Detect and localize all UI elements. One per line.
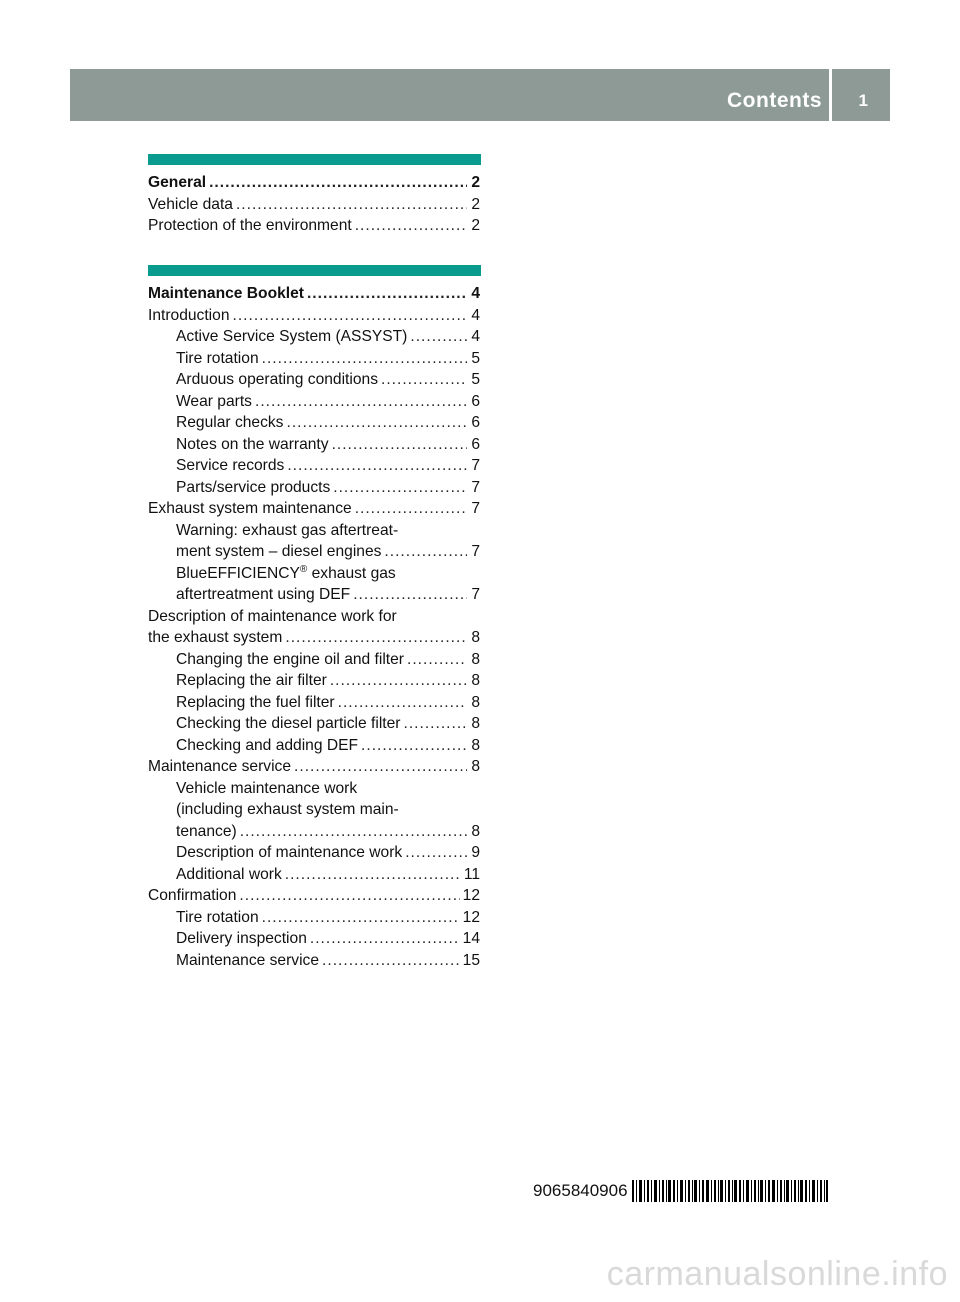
toc-entry-text: Protection of the environment	[148, 217, 352, 234]
section-bar-general	[148, 154, 481, 165]
toc-entry-text: General	[148, 174, 207, 191]
toc-page-number: 7	[471, 586, 480, 603]
toc-entry-text: Maintenance service	[176, 951, 320, 969]
toc-entry-title	[176, 412, 283, 434]
dot-leader	[338, 692, 467, 714]
toc-entry-title	[148, 305, 230, 327]
toc-page-number: 4	[471, 285, 480, 302]
toc-entry[interactable]	[148, 842, 480, 864]
toc-page-number: 2	[471, 195, 480, 213]
toc-entry[interactable]	[148, 412, 480, 434]
toc-entry-text-continued: exhaust gas	[307, 564, 396, 582]
toc-entry-text: Arduous operating conditions	[176, 371, 378, 388]
header-divider	[829, 69, 832, 121]
dot-leader	[239, 885, 459, 907]
toc-entry-text: Vehicle maintenance work	[176, 779, 358, 797]
toc-entry[interactable]	[148, 692, 480, 714]
barcode-icon	[632, 1180, 828, 1202]
toc-entry-text: BlueEFFICIENCY	[176, 564, 300, 582]
toc-entry-text: ment system – diesel engines	[176, 543, 382, 560]
toc-entry-title	[176, 821, 237, 843]
dot-leader	[355, 215, 467, 237]
toc-entry-title	[148, 498, 352, 520]
toc-page-number: 6	[471, 414, 480, 431]
toc-page-number: 8	[471, 715, 480, 732]
dot-leader	[332, 434, 467, 456]
toc-page-number: 14	[462, 930, 480, 947]
toc-entry-title	[148, 885, 236, 907]
toc-entry-title	[176, 692, 335, 714]
dot-leader	[310, 928, 460, 950]
toc-entry[interactable]	[148, 520, 480, 542]
dot-leader	[236, 194, 467, 216]
toc-page-number: 7	[471, 543, 480, 560]
toc-entry-title	[176, 477, 330, 499]
toc-entry-title	[148, 756, 291, 778]
dot-leader	[307, 283, 467, 305]
dot-leader	[353, 584, 467, 606]
toc-entry-text: Wear parts	[176, 392, 252, 410]
toc-entry-text: tenance)	[176, 822, 237, 840]
toc-page-number: 8	[471, 672, 480, 689]
barcode-area	[533, 1174, 828, 1208]
header-title: Contents	[727, 89, 822, 112]
toc-entry-title	[176, 326, 407, 348]
toc-page-number: 8	[471, 650, 480, 668]
toc-entry-text: Description of maintenance work	[176, 844, 403, 861]
toc-entry[interactable]	[148, 649, 480, 671]
toc-entry-text: aftertreatment using DEF	[176, 586, 351, 603]
toc-entry[interactable]	[148, 369, 480, 391]
dot-leader	[322, 950, 460, 972]
toc-page-number: 2	[471, 217, 480, 234]
toc-entry-text: Tire rotation	[176, 908, 259, 926]
toc-entry[interactable]	[148, 215, 480, 237]
dot-leader	[361, 735, 467, 757]
toc-entry[interactable]	[148, 735, 480, 757]
toc-entry-text: the exhaust system	[148, 629, 283, 646]
dot-leader	[330, 670, 467, 692]
toc-page-number: 6	[471, 435, 480, 453]
toc-entry[interactable]	[148, 541, 480, 563]
dot-leader	[262, 348, 467, 370]
dot-leader	[355, 498, 467, 520]
toc-entry-text: Changing the engine oil and filter	[176, 650, 405, 668]
toc-entry[interactable]	[148, 305, 480, 327]
toc-entry-text: Exhaust system maintenance	[148, 500, 352, 517]
toc-entry-title	[176, 670, 327, 692]
toc-page-number: 8	[471, 736, 480, 754]
toc-entry-text: Delivery inspection	[176, 930, 307, 947]
toc-entry-text: Regular checks	[176, 414, 284, 431]
toc-entry-title	[176, 842, 402, 864]
toc-page-number: 4	[471, 328, 480, 345]
toc-entry[interactable]	[148, 563, 480, 585]
toc-entry-title	[176, 369, 378, 391]
toc-entry-text: Additional work	[176, 865, 282, 883]
toc-entry[interactable]	[148, 928, 480, 950]
toc-entry-text: Introduction	[148, 306, 230, 324]
dot-leader	[255, 391, 467, 413]
toc-page-number: 4	[471, 306, 480, 324]
toc-entry-text: Checking the diesel particle filter	[176, 715, 401, 732]
toc-entry-title	[176, 348, 259, 370]
dot-leader	[410, 326, 467, 348]
toc-entry[interactable]	[148, 584, 480, 606]
toc-entry[interactable]	[148, 434, 480, 456]
toc-entry[interactable]	[148, 283, 480, 305]
toc-entry-title	[148, 283, 304, 305]
toc-entry-text: Parts/service products	[176, 478, 331, 496]
toc-page-number: 6	[471, 392, 480, 410]
toc-page-number: 7	[471, 457, 480, 474]
toc-entry[interactable]	[148, 391, 480, 413]
toc-entry-title	[176, 455, 284, 477]
toc-entry-title	[176, 928, 307, 950]
toc-page-number: 15	[462, 951, 480, 969]
toc-entry-text: Replacing the air filter	[176, 672, 327, 689]
toc-page-number: 2	[471, 174, 480, 191]
dot-leader	[209, 172, 467, 194]
page-number: 1	[858, 91, 868, 110]
toc-entry[interactable]	[148, 172, 480, 194]
toc-entry-text: Tire rotation	[176, 349, 259, 367]
toc-entry-title	[176, 584, 350, 606]
toc-entry[interactable]	[148, 606, 480, 628]
toc-entry-title	[176, 735, 358, 757]
toc-entry[interactable]	[148, 670, 480, 692]
toc-entry-title	[176, 778, 357, 800]
toc-entry-title	[176, 563, 396, 585]
toc-page-number: 8	[471, 758, 480, 775]
toc-entry[interactable]	[148, 348, 480, 370]
toc-entry-text: Maintenance Booklet	[148, 285, 304, 302]
toc-entry[interactable]	[148, 627, 480, 649]
dot-leader	[407, 649, 467, 671]
dot-leader	[405, 842, 467, 864]
dot-leader	[384, 541, 467, 563]
toc-entry-title	[148, 172, 206, 194]
toc-page-number: 8	[471, 629, 480, 646]
toc-entry[interactable]	[148, 864, 480, 886]
toc-entry[interactable]	[148, 907, 480, 929]
toc-entry-text: Notes on the warranty	[176, 435, 329, 453]
section-bar-maintenance-booklet	[148, 265, 481, 276]
toc-entry-title	[176, 950, 319, 972]
toc-entry-text: (including exhaust system main-	[176, 801, 399, 818]
toc-entry-text: Warning: exhaust gas aftertreat-	[176, 521, 399, 539]
toc-page-number: 5	[471, 349, 480, 367]
dot-leader	[404, 713, 468, 735]
toc-entry-text: Maintenance service	[148, 758, 292, 775]
dot-leader	[286, 412, 467, 434]
dot-leader	[333, 477, 467, 499]
toc-entry[interactable]	[148, 498, 480, 520]
registered-mark: ®	[299, 563, 308, 575]
dot-leader	[285, 864, 461, 886]
toc-page-number: 5	[471, 371, 480, 388]
barcode-number: 9065840906	[533, 1181, 628, 1200]
toc-entry-title	[176, 520, 398, 542]
dot-leader	[294, 756, 467, 778]
toc-entry-title	[148, 194, 233, 216]
toc-entry[interactable]	[148, 713, 480, 735]
toc-entry-text: Vehicle data	[148, 195, 233, 213]
toc-entry-text: Checking and adding DEF	[176, 736, 359, 754]
toc-page-number: 8	[471, 822, 480, 840]
toc-entry-title	[176, 541, 381, 563]
toc-page-number: 12	[462, 887, 480, 904]
toc-section-maintenance-booklet	[148, 283, 480, 971]
dot-leader	[381, 369, 467, 391]
toc-section-general	[148, 172, 480, 237]
toc-page-number: 12	[462, 908, 480, 926]
toc-entry[interactable]	[148, 326, 480, 348]
toc-entry-title	[148, 215, 352, 237]
toc-entry-title	[176, 907, 259, 929]
toc-page-number: 11	[463, 865, 480, 883]
toc-entry-title	[176, 799, 399, 821]
toc-page-number: 9	[471, 844, 480, 861]
toc-page-number: 7	[471, 500, 480, 517]
toc-entry-title	[148, 606, 397, 628]
toc-entry-text: Replacing the fuel filter	[176, 693, 335, 711]
toc-page-number: 8	[471, 693, 480, 711]
toc-entry-title	[176, 864, 282, 886]
toc-entry-text: Confirmation	[148, 887, 237, 904]
toc-entry-title	[148, 627, 282, 649]
toc-entry-title	[176, 649, 404, 671]
toc-entry-text: Service records	[176, 457, 285, 474]
toc-entry-text: Active Service System (ASSYST)	[176, 328, 408, 345]
toc-entry[interactable]	[148, 455, 480, 477]
toc-entry[interactable]	[148, 885, 480, 907]
toc-entry-title	[176, 434, 329, 456]
dot-leader	[233, 305, 468, 327]
toc-entry[interactable]	[148, 778, 480, 800]
toc-entry[interactable]	[148, 756, 480, 778]
toc-entry[interactable]	[148, 194, 480, 216]
watermark: carmanualsonline.info	[606, 1255, 948, 1293]
dot-leader	[285, 627, 467, 649]
dot-leader	[287, 455, 467, 477]
toc-entry[interactable]	[148, 950, 480, 972]
toc-entry[interactable]	[148, 799, 480, 821]
toc-entry[interactable]	[148, 477, 480, 499]
page-header	[70, 69, 890, 121]
toc-entry[interactable]	[148, 821, 480, 843]
toc-entry-text: Description of maintenance work for	[148, 607, 397, 625]
toc-entry-title	[176, 713, 401, 735]
toc-entry-title	[176, 391, 252, 413]
dot-leader	[262, 907, 460, 929]
toc-page-number: 7	[471, 478, 480, 496]
dot-leader	[240, 821, 467, 843]
